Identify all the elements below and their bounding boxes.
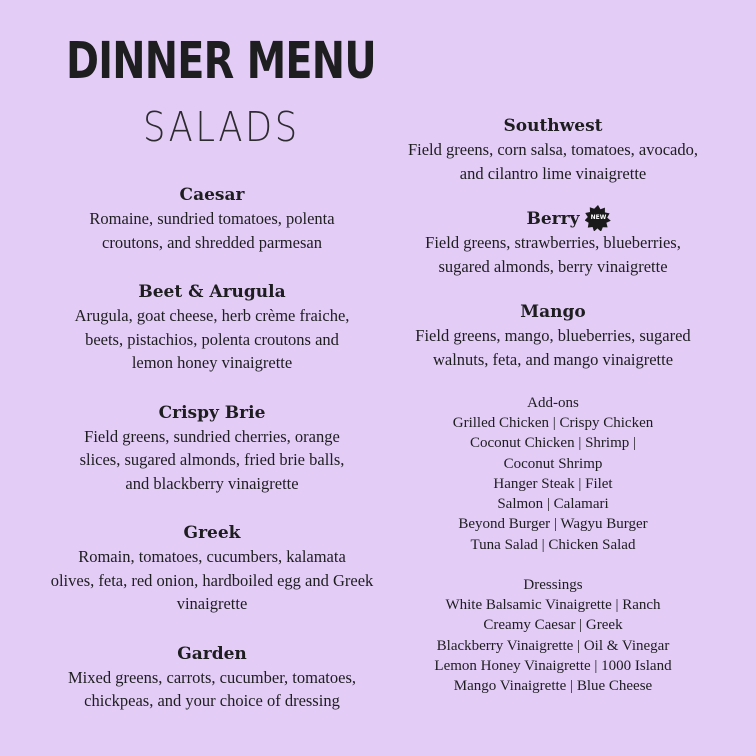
dressings-section xyxy=(378,575,728,696)
item-description-line: vinaigrette xyxy=(176,594,248,613)
item-name: Southwest xyxy=(503,116,603,136)
new-badge-label: NEW xyxy=(590,214,607,221)
dressings-line: White Balsamic Vinaigrette | Ranch xyxy=(445,597,661,614)
menu-title: DINNER MENU xyxy=(66,32,376,91)
right-column xyxy=(378,114,728,697)
menu-subtitle: SALADS xyxy=(143,103,300,151)
addons-line: Salmon | Calamari xyxy=(497,496,609,513)
item-description-line: Field greens, mango, blueberries, sugared xyxy=(415,326,691,345)
menu-item-berry xyxy=(378,207,728,278)
menu-item-garden xyxy=(22,642,402,713)
item-name-text: Berry xyxy=(526,209,580,229)
item-description-line: Field greens, strawberries, blueberries, xyxy=(425,233,681,252)
item-description-line: Mixed greens, carrots, cucumber, tomatoes, xyxy=(68,667,356,687)
item-name: Beet & Arugula xyxy=(138,282,286,302)
item-description-line: lemon honey vinaigrette xyxy=(131,353,293,372)
menu-item-southwest xyxy=(378,114,728,185)
item-description-line: and cilantro lime vinaigrette xyxy=(459,163,647,183)
item-name: Caesar xyxy=(179,185,245,205)
item-name: Crispy Brie xyxy=(158,402,266,423)
menu-item-beet-arugula xyxy=(22,280,402,375)
item-description-line: Arugula, goat cheese, herb crème fraiche, xyxy=(74,306,350,325)
new-badge-icon xyxy=(585,205,611,231)
left-column xyxy=(22,183,402,739)
item-name: Mango xyxy=(520,302,586,322)
dressings-title: Dressings xyxy=(523,577,583,594)
item-description-line: walnuts, feta, and mango vinaigrette xyxy=(432,349,674,369)
addons-line: Coconut Chicken | Shrimp | xyxy=(470,435,636,452)
item-name xyxy=(526,207,607,231)
dressings-line: Lemon Honey Vinaigrette | 1000 Island xyxy=(434,657,672,674)
addons-line: Tuna Salad | Chicken Salad xyxy=(470,536,636,553)
dressings-line: Blackberry Vinaigrette | Oil & Vinegar xyxy=(436,637,670,654)
item-description-line: Field greens, corn salsa, tomatoes, avocado, xyxy=(407,140,699,159)
item-description-line: and blackberry vinaigrette xyxy=(125,473,299,493)
menu-item-caesar xyxy=(22,183,402,254)
addons-title: Add-ons xyxy=(527,395,579,411)
addons-line: Beyond Burger | Wagyu Burger xyxy=(458,516,648,533)
menu-item-mango xyxy=(378,300,728,371)
item-description-line: olives, feta, red onion, hardboiled egg and Greek xyxy=(50,570,374,590)
addons-line: Grilled Chicken | Crispy Chicken xyxy=(452,415,654,431)
item-description-line: Field greens, sundried cherries, orange xyxy=(84,426,340,446)
addons-line: Hanger Steak | Filet xyxy=(493,475,613,492)
dressings-line: Creamy Caesar | Greek xyxy=(483,617,623,634)
item-name: Greek xyxy=(183,523,241,543)
item-description-line: Romain, tomatoes, cucumbers, kalamata xyxy=(78,547,346,566)
item-description-line: Romaine, sundried tomatoes, polenta xyxy=(89,209,335,228)
menu-item-crispy-brie xyxy=(22,401,402,496)
addons-section xyxy=(378,393,728,555)
item-description-line: croutons, and shredded parmesan xyxy=(102,232,322,252)
menu-item-greek xyxy=(22,521,402,616)
item-description-line: beets, pistachios, polenta croutons and xyxy=(85,329,339,349)
dressings-line: Mango Vinaigrette | Blue Cheese xyxy=(453,678,653,695)
item-description-line: sugared almonds, berry vinaigrette xyxy=(438,256,668,276)
item-name: Garden xyxy=(177,643,247,664)
addons-line: Coconut Shrimp xyxy=(503,455,603,472)
item-description-line: chickpeas, and your choice of dressing xyxy=(84,691,340,710)
item-description-line: slices, sugared almonds, fried brie balls, xyxy=(79,450,345,469)
